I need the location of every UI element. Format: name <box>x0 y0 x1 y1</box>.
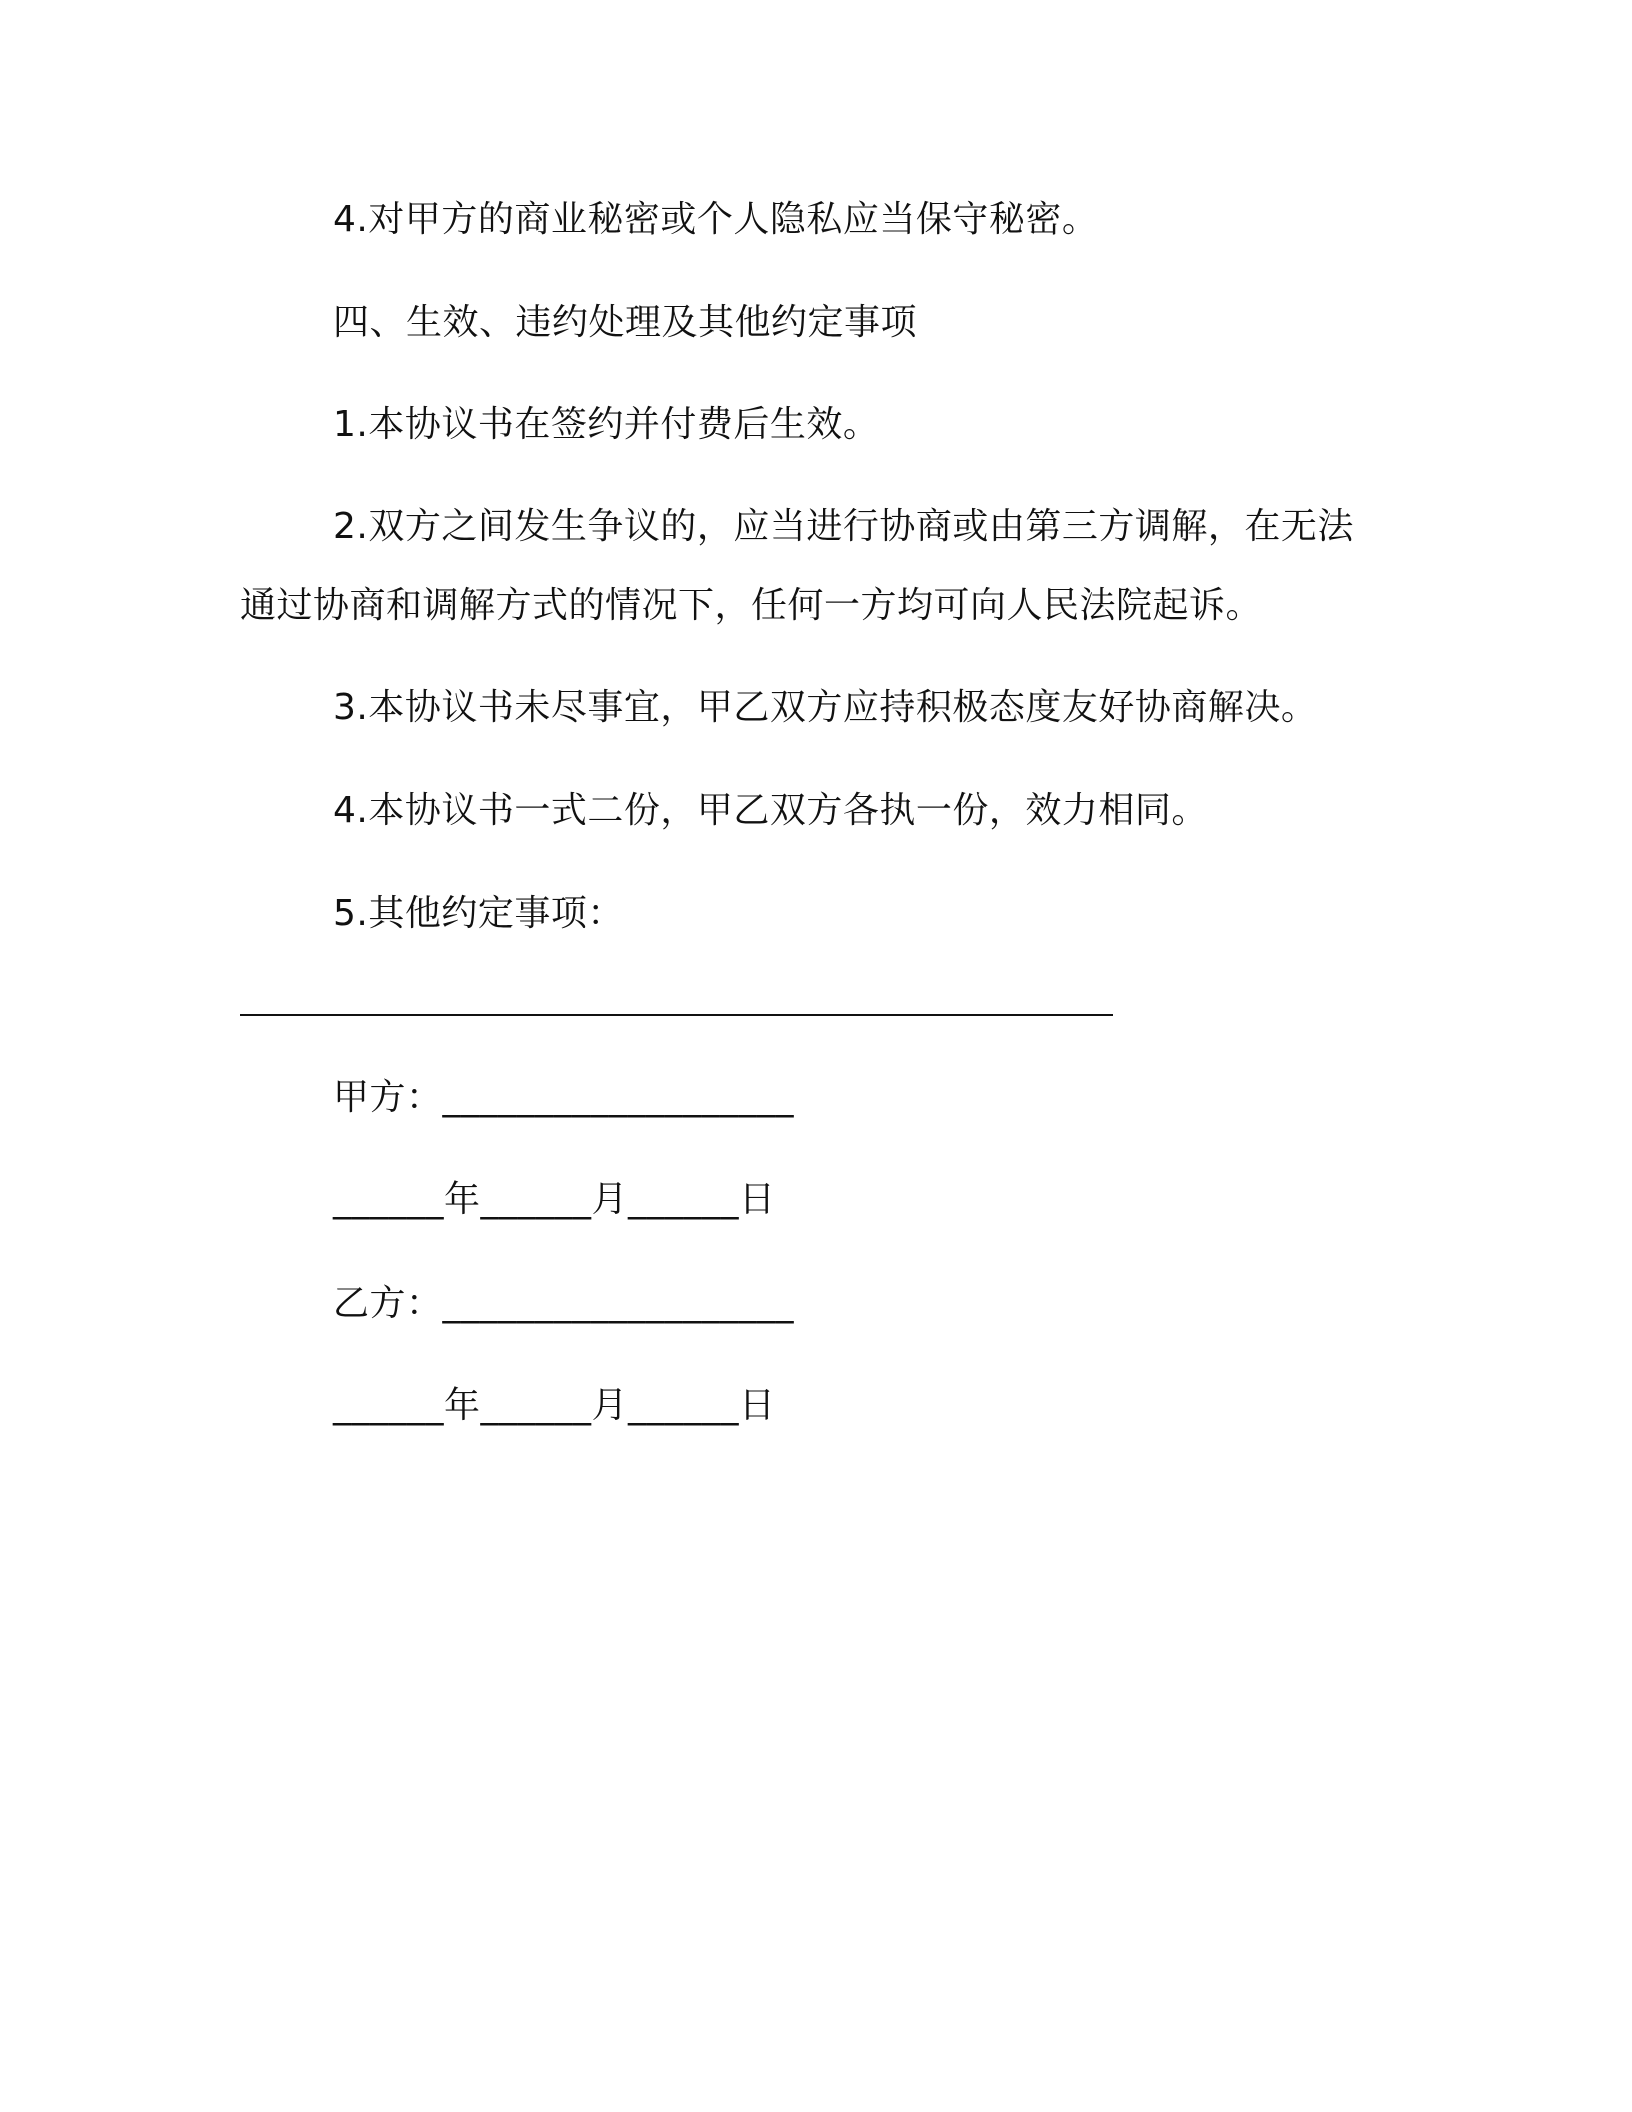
section-heading: 四、生效、违约处理及其他约定事项 <box>333 302 918 343</box>
item-effective: 1.本协议书在签约并付费后生效。 <box>333 404 880 445</box>
party-a-signature: 甲方：___________________ <box>333 1077 795 1118</box>
item-dispute-line2: 通过协商和调解方式的情况下，任何一方均可向人民法院起诉。 <box>240 585 1263 626</box>
item-other-matters: 5.其他约定事项： <box>333 893 624 934</box>
item-unresolved-matters: 3.本协议书未尽事宜，甲乙双方应持积极态度友好协商解决。 <box>333 687 1318 728</box>
clause-confidentiality: 4.对甲方的商业秘密或个人隐私应当保守秘密。 <box>333 199 1099 240</box>
other-matters-blank-line <box>240 1014 1113 1016</box>
item-dispute-line1: 2.双方之间发生争议的，应当进行协商或由第三方调解，在无法 <box>333 506 1354 547</box>
party-b-date: ______年______月______日 <box>333 1385 776 1426</box>
item-copies: 4.本协议书一式二份，甲乙双方各执一份，效力相同。 <box>333 790 1208 831</box>
party-b-signature: 乙方：___________________ <box>333 1283 795 1324</box>
party-a-date: ______年______月______日 <box>333 1179 776 1220</box>
